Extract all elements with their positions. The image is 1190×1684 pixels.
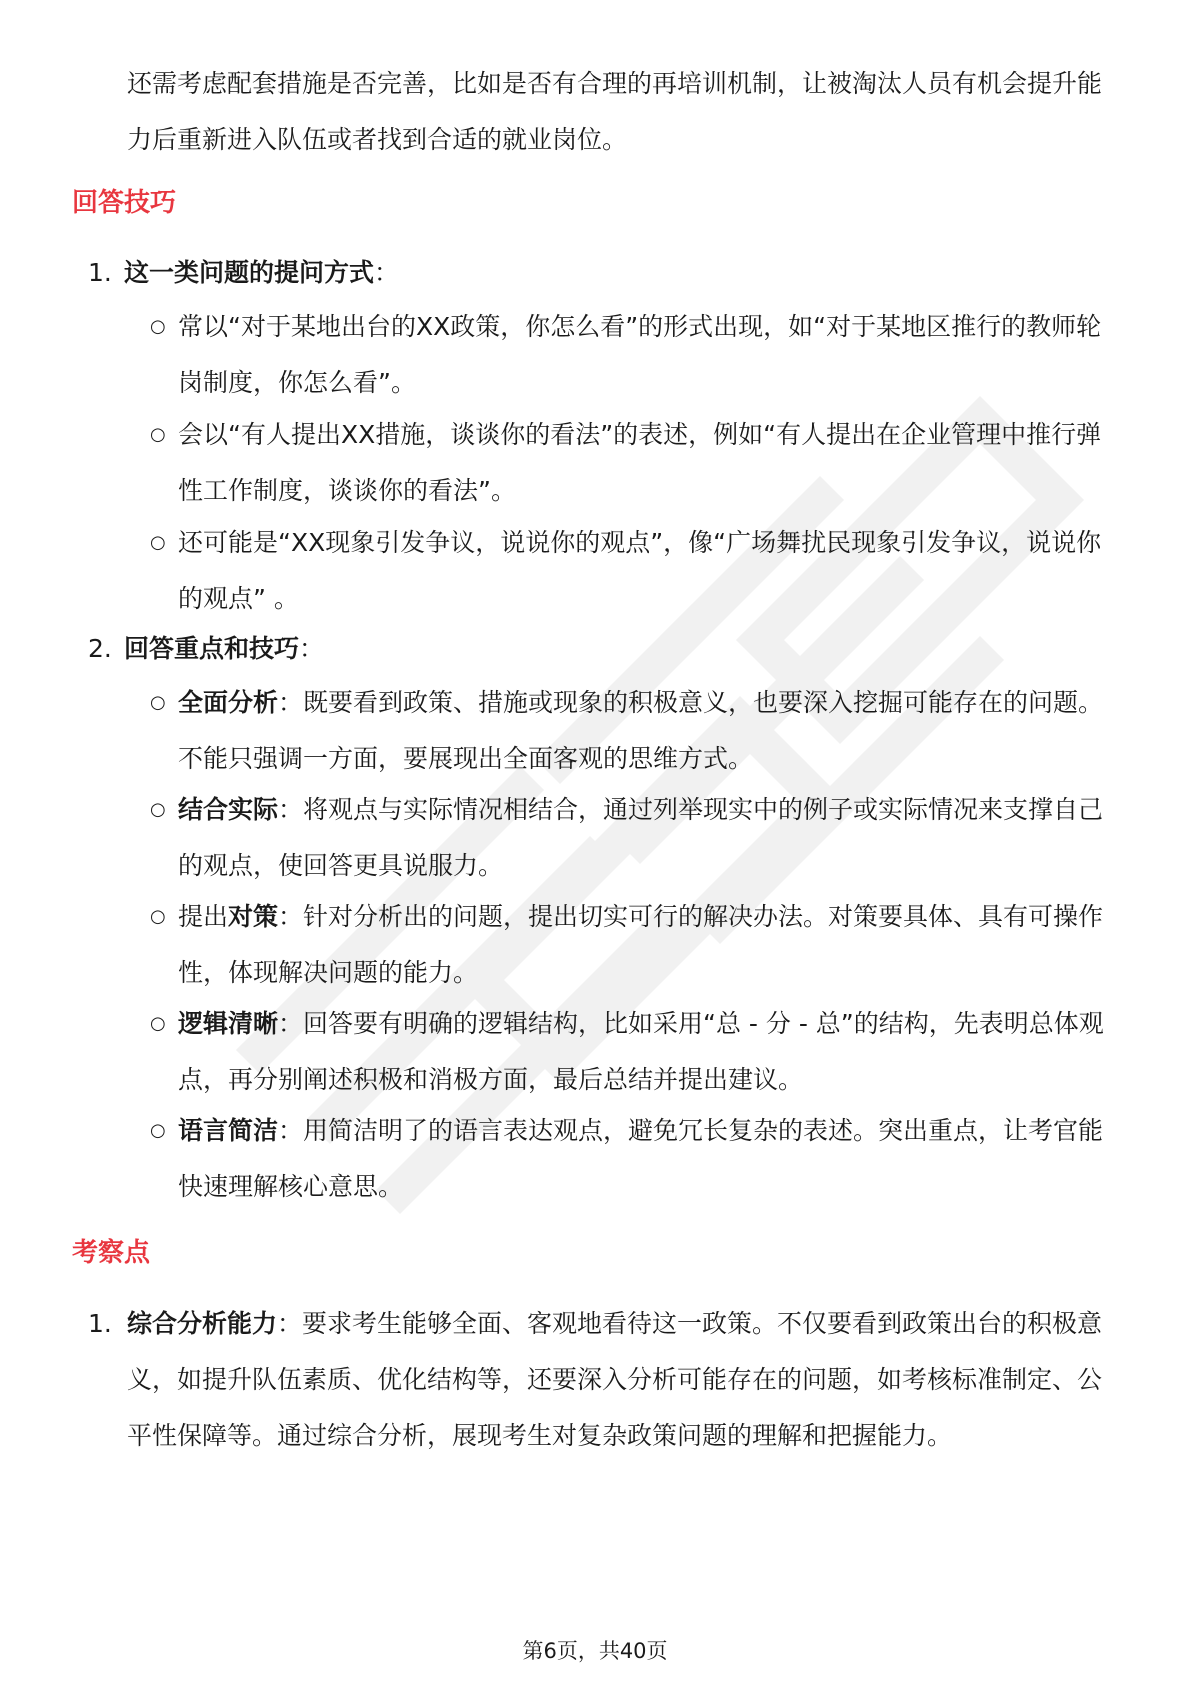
bullet-prefix: 提出 <box>178 902 229 931</box>
bullet-text: ：针对分析出的问题，提出切实可行的解决办法。对策要具体、具有可操作性，体现解决问题的能力。 <box>178 902 1104 987</box>
bullet-item <box>150 782 1125 894</box>
bullet-item <box>150 299 1125 411</box>
circle-bullet-icon: ○ <box>150 799 166 820</box>
list-item-text: ：要求考生能够全面、客观地看待这一政策。不仅要看到政策出台的积极意义，如提升队伍素质、优化结构等，还要深入分析可能存在的问题，如考核标准制定、公平性保障等。通过综合分析，展现考生对复杂政策问题的理解和把握能力。 <box>127 1309 1103 1450</box>
bullet-item <box>150 889 1125 1001</box>
bullet-bold: 语言简洁 <box>178 1116 279 1145</box>
list-number: 1. <box>88 1309 112 1338</box>
bullet-bold: 对策 <box>228 902 279 931</box>
list-item-colon: ： <box>374 258 400 287</box>
bullet-bold: 全面分析 <box>178 688 279 717</box>
bullet-text: 常以“对于某地出台的XX政策，你怎么看”的形式出现，如“对于某地区推行的教师轮岗制度，你怎么看”。 <box>178 312 1102 397</box>
list-number: 1. <box>88 258 112 287</box>
circle-bullet-icon: ○ <box>150 316 166 337</box>
bullet-item <box>150 675 1125 787</box>
bullet-text: ：将观点与实际情况相结合，通过列举现实中的例子或实际情况来支撑自己的观点，使回答更具说服力。 <box>178 795 1104 880</box>
bullet-bold: 逻辑清晰 <box>178 1009 279 1038</box>
list-item-label: 回答重点和技巧 <box>124 634 300 663</box>
circle-bullet-icon: ○ <box>150 532 166 553</box>
list-item-question-format <box>88 245 399 301</box>
circle-bullet-icon: ○ <box>150 424 166 445</box>
circle-bullet-icon: ○ <box>150 1013 166 1034</box>
bullet-text: ：既要看到政策、措施或现象的积极意义，也要深入挖掘可能存在的问题。不能只强调一方面，要展现出全面客观的思维方式。 <box>178 688 1104 773</box>
bullet-item <box>150 996 1125 1108</box>
list-item-label: 综合分析能力 <box>127 1309 278 1338</box>
section-title-assessment-points: 考察点 <box>72 1238 151 1268</box>
intro-paragraph: 还需考虑配套措施是否完善，比如是否有合理的再培训机制，让被淘汰人员有机会提升能力后重新进入队伍或者找到合适的就业岗位。 <box>127 69 1103 154</box>
circle-bullet-icon: ○ <box>150 906 166 927</box>
bullet-text: ：用简洁明了的语言表达观点，避免冗长复杂的表述。突出重点，让考官能快速理解核心意思。 <box>178 1116 1104 1201</box>
list-item-comprehensive-analysis <box>127 1296 1117 1464</box>
bullet-text: 还可能是“XX现象引发争议，说说你的观点”，像“广场舞扰民现象引发争议，说说你的观点” 。 <box>178 528 1102 613</box>
circle-bullet-icon: ○ <box>150 1120 166 1141</box>
bullet-bold: 结合实际 <box>178 795 279 824</box>
list-number: 2. <box>88 634 112 663</box>
circle-bullet-icon: ○ <box>150 692 166 713</box>
bullet-text: ：回答要有明确的逻辑结构，比如采用“总 - 分 - 总”的结构，先表明总体观点，再分别阐述积极和消极方面，最后总结并提出建议。 <box>178 1009 1104 1094</box>
bullet-item <box>150 407 1125 519</box>
list-item-answer-tips <box>88 621 324 677</box>
page-number-footer: 第6页，共40页 <box>522 1639 668 1663</box>
bullet-text: 会以“有人提出XX措施，谈谈你的看法”的表述，例如“有人提出在企业管理中推行弹性工作制度，谈谈你的看法”。 <box>178 420 1102 505</box>
section-title-answer-tips: 回答技巧 <box>72 188 177 218</box>
list-item-label: 这一类问题的提问方式 <box>124 258 375 287</box>
list-item-colon: ： <box>299 634 325 663</box>
bullet-item <box>150 515 1125 627</box>
bullet-item <box>150 1103 1125 1215</box>
